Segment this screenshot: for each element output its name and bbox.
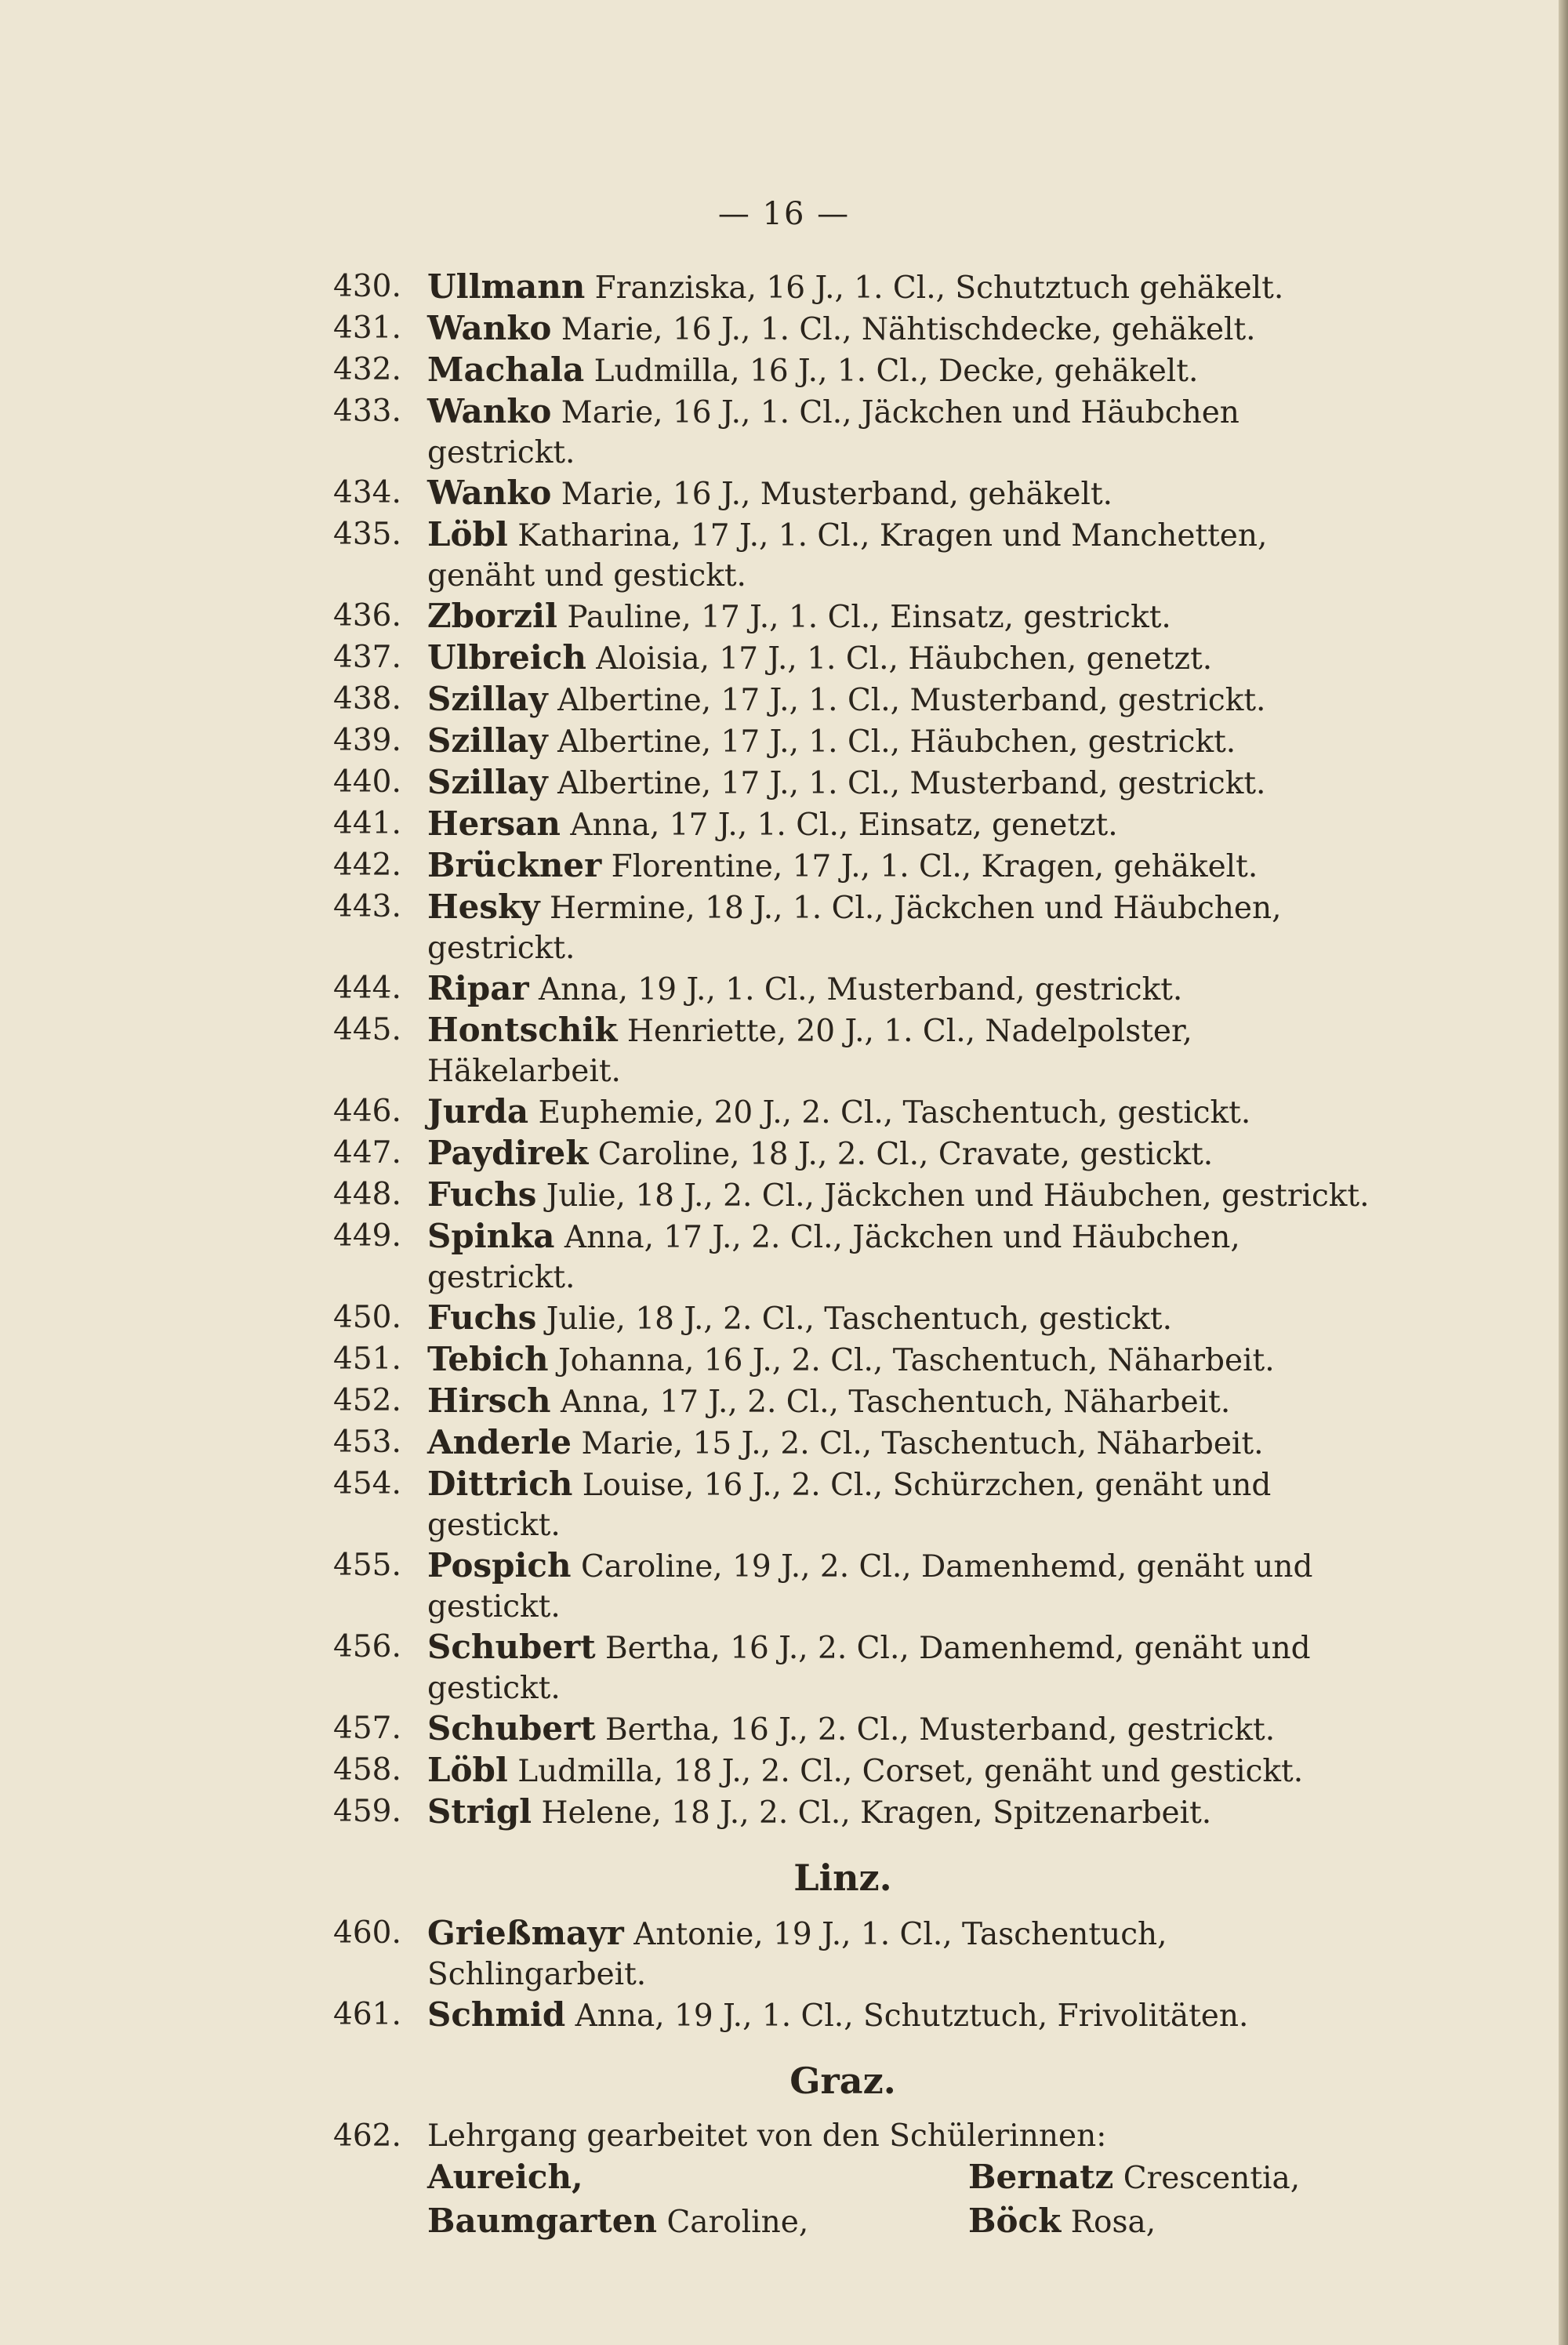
entry-surname: Paydirek bbox=[427, 1134, 589, 1172]
section-heading-graz: Graz. bbox=[789, 2060, 896, 2102]
list-entry bbox=[333, 679, 1384, 721]
list-entry bbox=[333, 1791, 1384, 1833]
entry-surname: Wanko bbox=[427, 309, 552, 347]
entry-text: Julie, 18 J., 2. Cl., Taschentuch, gestickt. bbox=[546, 1301, 1172, 1337]
entry-surname: Strigl bbox=[427, 1792, 532, 1831]
entry-surname: Schubert bbox=[427, 1709, 596, 1748]
entry-number: 430. bbox=[333, 269, 401, 304]
entry-text: Marie, 16 J., Musterband, gehäkelt. bbox=[561, 477, 1113, 512]
entry-text: Franziska, 16 J., 1. Cl., Schutztuch gehäkelt. bbox=[594, 270, 1284, 306]
list-entry bbox=[333, 1627, 1384, 1708]
entry-text: Anna, 17 J., 1. Cl., Einsatz, genetzt. bbox=[570, 808, 1118, 843]
entry-text: Katharina, 17 J., 1. Cl., Kragen und Manchetten, genäht und gestickt. bbox=[427, 518, 1268, 594]
entry-number: 443. bbox=[333, 889, 401, 924]
list-entry bbox=[333, 1750, 1384, 1791]
list-entry bbox=[333, 350, 1384, 391]
entry-number: 458. bbox=[333, 1752, 401, 1788]
list-entry bbox=[333, 1339, 1384, 1381]
entry-text: Ludmilla, 18 J., 2. Cl., Corset, genäht und gestickt. bbox=[517, 1754, 1304, 1789]
entry-surname: Ullmann bbox=[427, 267, 586, 306]
list-entry bbox=[333, 1298, 1384, 1339]
list-entry bbox=[333, 721, 1384, 762]
student-surname: Baumgarten bbox=[427, 2202, 658, 2240]
entry-number: 432. bbox=[333, 352, 401, 387]
list-entry bbox=[333, 968, 1384, 1010]
entry-text: Florentine, 17 J., 1. Cl., Kragen, gehäkelt. bbox=[611, 849, 1258, 884]
entry-text: Albertine, 17 J., 1. Cl., Musterband, gestrickt. bbox=[557, 683, 1266, 718]
student-surname: Bernatz bbox=[968, 2158, 1114, 2196]
entry-text: Anna, 19 J., 1. Cl., Schutztuch, Frivolitäten. bbox=[575, 1998, 1249, 2034]
list-entry bbox=[333, 1913, 1384, 1995]
entry-number: 450. bbox=[333, 1300, 401, 1335]
entry-number: 431. bbox=[333, 310, 401, 346]
entry-number: 438. bbox=[333, 681, 401, 717]
student-first-name: Rosa, bbox=[1070, 2205, 1156, 2240]
entry-surname: Zborzil bbox=[427, 597, 557, 635]
entry-text: Marie, 16 J., 1. Cl., Nähtischdecke, gehäkelt. bbox=[561, 312, 1256, 347]
list-entry bbox=[333, 391, 1384, 473]
list-entry bbox=[333, 473, 1384, 514]
list-entry bbox=[333, 1995, 1384, 2036]
page-edge-shadow bbox=[1559, 0, 1568, 2345]
list-entry bbox=[333, 1091, 1384, 1133]
entry-surname: Löbl bbox=[427, 1751, 508, 1789]
entry-text: Albertine, 17 J., 1. Cl., Häubchen, gestrickt. bbox=[557, 724, 1236, 760]
entry-number: 442. bbox=[333, 848, 401, 883]
entry-surname: Pospich bbox=[427, 1546, 572, 1585]
student-name bbox=[968, 2156, 1376, 2200]
list-entry bbox=[333, 887, 1384, 968]
entry-surname: Hirsch bbox=[427, 1381, 551, 1420]
entry-surname: Brückner bbox=[427, 846, 602, 884]
entry-surname: Wanko bbox=[427, 474, 552, 512]
entry-text: Henriette, 20 J., 1. Cl., Nadelpolster, Häkelarbeit. bbox=[427, 1014, 1192, 1089]
entry-number: 433. bbox=[333, 394, 401, 429]
list-entry bbox=[333, 1545, 1384, 1627]
section-heading-linz: Linz. bbox=[793, 1857, 892, 1899]
entry-text: Lehrgang gearbeitet von den Schülerinnen: bbox=[427, 2118, 1107, 2154]
entry-number: 448. bbox=[333, 1177, 401, 1212]
list-entry bbox=[333, 308, 1384, 350]
entry-surname: Schubert bbox=[427, 1628, 596, 1666]
entry-surname: Hesky bbox=[427, 888, 540, 926]
entry-surname: Ripar bbox=[427, 969, 529, 1007]
entry-text: Bertha, 16 J., 2. Cl., Musterband, gestrickt. bbox=[605, 1712, 1276, 1748]
student-first-name: Caroline, bbox=[666, 2205, 809, 2240]
list-entry bbox=[333, 1464, 1384, 1545]
list-entry bbox=[333, 1133, 1384, 1174]
entry-surname: Hontschik bbox=[427, 1011, 618, 1049]
entry-number: 435. bbox=[333, 517, 401, 552]
linz-entries bbox=[333, 1913, 1384, 2036]
entry-number: 446. bbox=[333, 1094, 401, 1129]
page-number: — 16 — bbox=[717, 196, 851, 232]
list-entry bbox=[333, 1422, 1384, 1464]
entry-text: Bertha, 16 J., 2. Cl., Damenhemd, genäht und gestickt. bbox=[427, 1631, 1311, 1706]
student-first-name: Crescentia, bbox=[1123, 2161, 1301, 2196]
entry-number: 461. bbox=[333, 1997, 401, 2032]
entry-number: 459. bbox=[333, 1794, 401, 1829]
entry-number: 444. bbox=[333, 971, 401, 1006]
student-surname: Aureich, bbox=[427, 2158, 583, 2196]
entry-surname: Tebich bbox=[427, 1340, 549, 1378]
entry-text: Johanna, 16 J., 2. Cl., Taschentuch, Näharbeit. bbox=[558, 1343, 1275, 1378]
entry-text: Euphemie, 20 J., 2. Cl., Taschentuch, gestickt. bbox=[538, 1095, 1251, 1131]
list-entry bbox=[333, 804, 1384, 845]
entry-number: 434. bbox=[333, 475, 401, 510]
entry-number: 462. bbox=[333, 2118, 401, 2154]
entry-text: Anna, 19 J., 1. Cl., Musterband, gestrickt. bbox=[538, 972, 1183, 1007]
student-names bbox=[427, 2156, 1384, 2244]
entry-text: Hermine, 18 J., 1. Cl., Jäckchen und Häubchen, gestrickt. bbox=[427, 891, 1282, 966]
entry-text: Marie, 15 J., 2. Cl., Taschentuch, Näharbeit. bbox=[581, 1426, 1264, 1461]
list-entry bbox=[333, 514, 1384, 596]
entry-text: Marie, 16 J., 1. Cl., Jäckchen und Häubchen gestrickt. bbox=[427, 395, 1240, 470]
entry-surname: Spinka bbox=[427, 1217, 555, 1255]
entry-number: 447. bbox=[333, 1135, 401, 1171]
entry-surname: Wanko bbox=[427, 392, 552, 430]
entry-number: 455. bbox=[333, 1548, 401, 1583]
list-entry bbox=[333, 762, 1384, 804]
list-entry bbox=[333, 267, 1384, 308]
entry-surname: Ulbreich bbox=[427, 638, 586, 677]
student-surname: Böck bbox=[968, 2202, 1062, 2240]
entry-surname: Anderle bbox=[427, 1423, 572, 1461]
entry-text: Julie, 18 J., 2. Cl., Jäckchen und Häubchen, gestrickt. bbox=[546, 1178, 1370, 1214]
entry-text: Albertine, 17 J., 1. Cl., Musterband, gestrickt. bbox=[557, 766, 1266, 801]
entry-number: 457. bbox=[333, 1711, 401, 1746]
entry-surname: Schmid bbox=[427, 1995, 566, 2034]
entry-number: 439. bbox=[333, 723, 401, 758]
student-name bbox=[427, 2200, 968, 2244]
entry-number: 445. bbox=[333, 1012, 401, 1047]
list-entry bbox=[333, 1708, 1384, 1750]
entry-number: 453. bbox=[333, 1425, 401, 1460]
entry-surname: Szillay bbox=[427, 680, 548, 718]
entry-surname: Dittrich bbox=[427, 1465, 573, 1503]
entry-surname: Grießmayr bbox=[427, 1914, 624, 1952]
entry-text: Aloisia, 17 J., 1. Cl., Häubchen, genetzt. bbox=[596, 641, 1213, 677]
entry-list bbox=[333, 267, 1384, 2244]
entry-surname: Fuchs bbox=[427, 1175, 537, 1214]
entry-number: 456. bbox=[333, 1629, 401, 1664]
entry-surname: Fuchs bbox=[427, 1298, 537, 1337]
entry-text: Anna, 17 J., 2. Cl., Jäckchen und Häubchen, gestrickt. bbox=[427, 1220, 1240, 1295]
entry-text: Pauline, 17 J., 1. Cl., Einsatz, gestrickt. bbox=[567, 600, 1171, 635]
entry-number: 451. bbox=[333, 1341, 401, 1377]
entry-surname: Löbl bbox=[427, 515, 508, 554]
main-entries bbox=[333, 267, 1384, 1833]
entry-number: 449. bbox=[333, 1218, 401, 1254]
entry-number: 454. bbox=[333, 1466, 401, 1501]
entry-number: 460. bbox=[333, 1915, 401, 1951]
list-entry bbox=[333, 1174, 1384, 1216]
list-entry bbox=[333, 637, 1384, 679]
entry-surname: Szillay bbox=[427, 763, 548, 801]
entry-number: 436. bbox=[333, 598, 401, 633]
entry-text: Helene, 18 J., 2. Cl., Kragen, Spitzenarbeit. bbox=[541, 1795, 1212, 1831]
list-entry bbox=[333, 1010, 1384, 1091]
entry-text: Caroline, 19 J., 2. Cl., Damenhemd, genäht und gestickt. bbox=[427, 1549, 1313, 1624]
student-name bbox=[427, 2156, 968, 2200]
list-entry bbox=[333, 1381, 1384, 1422]
list-entry bbox=[333, 845, 1384, 887]
entry-surname: Hersan bbox=[427, 804, 561, 843]
entry-surname: Jurda bbox=[427, 1092, 529, 1131]
list-entry bbox=[333, 596, 1384, 637]
list-entry bbox=[333, 2116, 1384, 2156]
entry-number: 437. bbox=[333, 640, 401, 675]
entry-surname: Machala bbox=[427, 350, 585, 389]
entry-text: Louise, 16 J., 2. Cl., Schürzchen, genäht und gestickt. bbox=[427, 1468, 1272, 1543]
entry-text: Caroline, 18 J., 2. Cl., Cravate, gestickt. bbox=[597, 1137, 1214, 1172]
entry-text: Anna, 17 J., 2. Cl., Taschentuch, Näharbeit. bbox=[560, 1385, 1231, 1420]
entry-text: Antonie, 19 J., 1. Cl., Taschentuch, Schlingarbeit. bbox=[427, 1917, 1167, 1992]
entry-number: 452. bbox=[333, 1383, 401, 1418]
entry-number: 441. bbox=[333, 806, 401, 841]
entry-number: 440. bbox=[333, 764, 401, 800]
entry-surname: Szillay bbox=[427, 721, 548, 760]
entry-text: Ludmilla, 16 J., 1. Cl., Decke, gehäkelt. bbox=[593, 354, 1199, 389]
list-entry bbox=[333, 1216, 1384, 1298]
student-name bbox=[968, 2200, 1376, 2244]
